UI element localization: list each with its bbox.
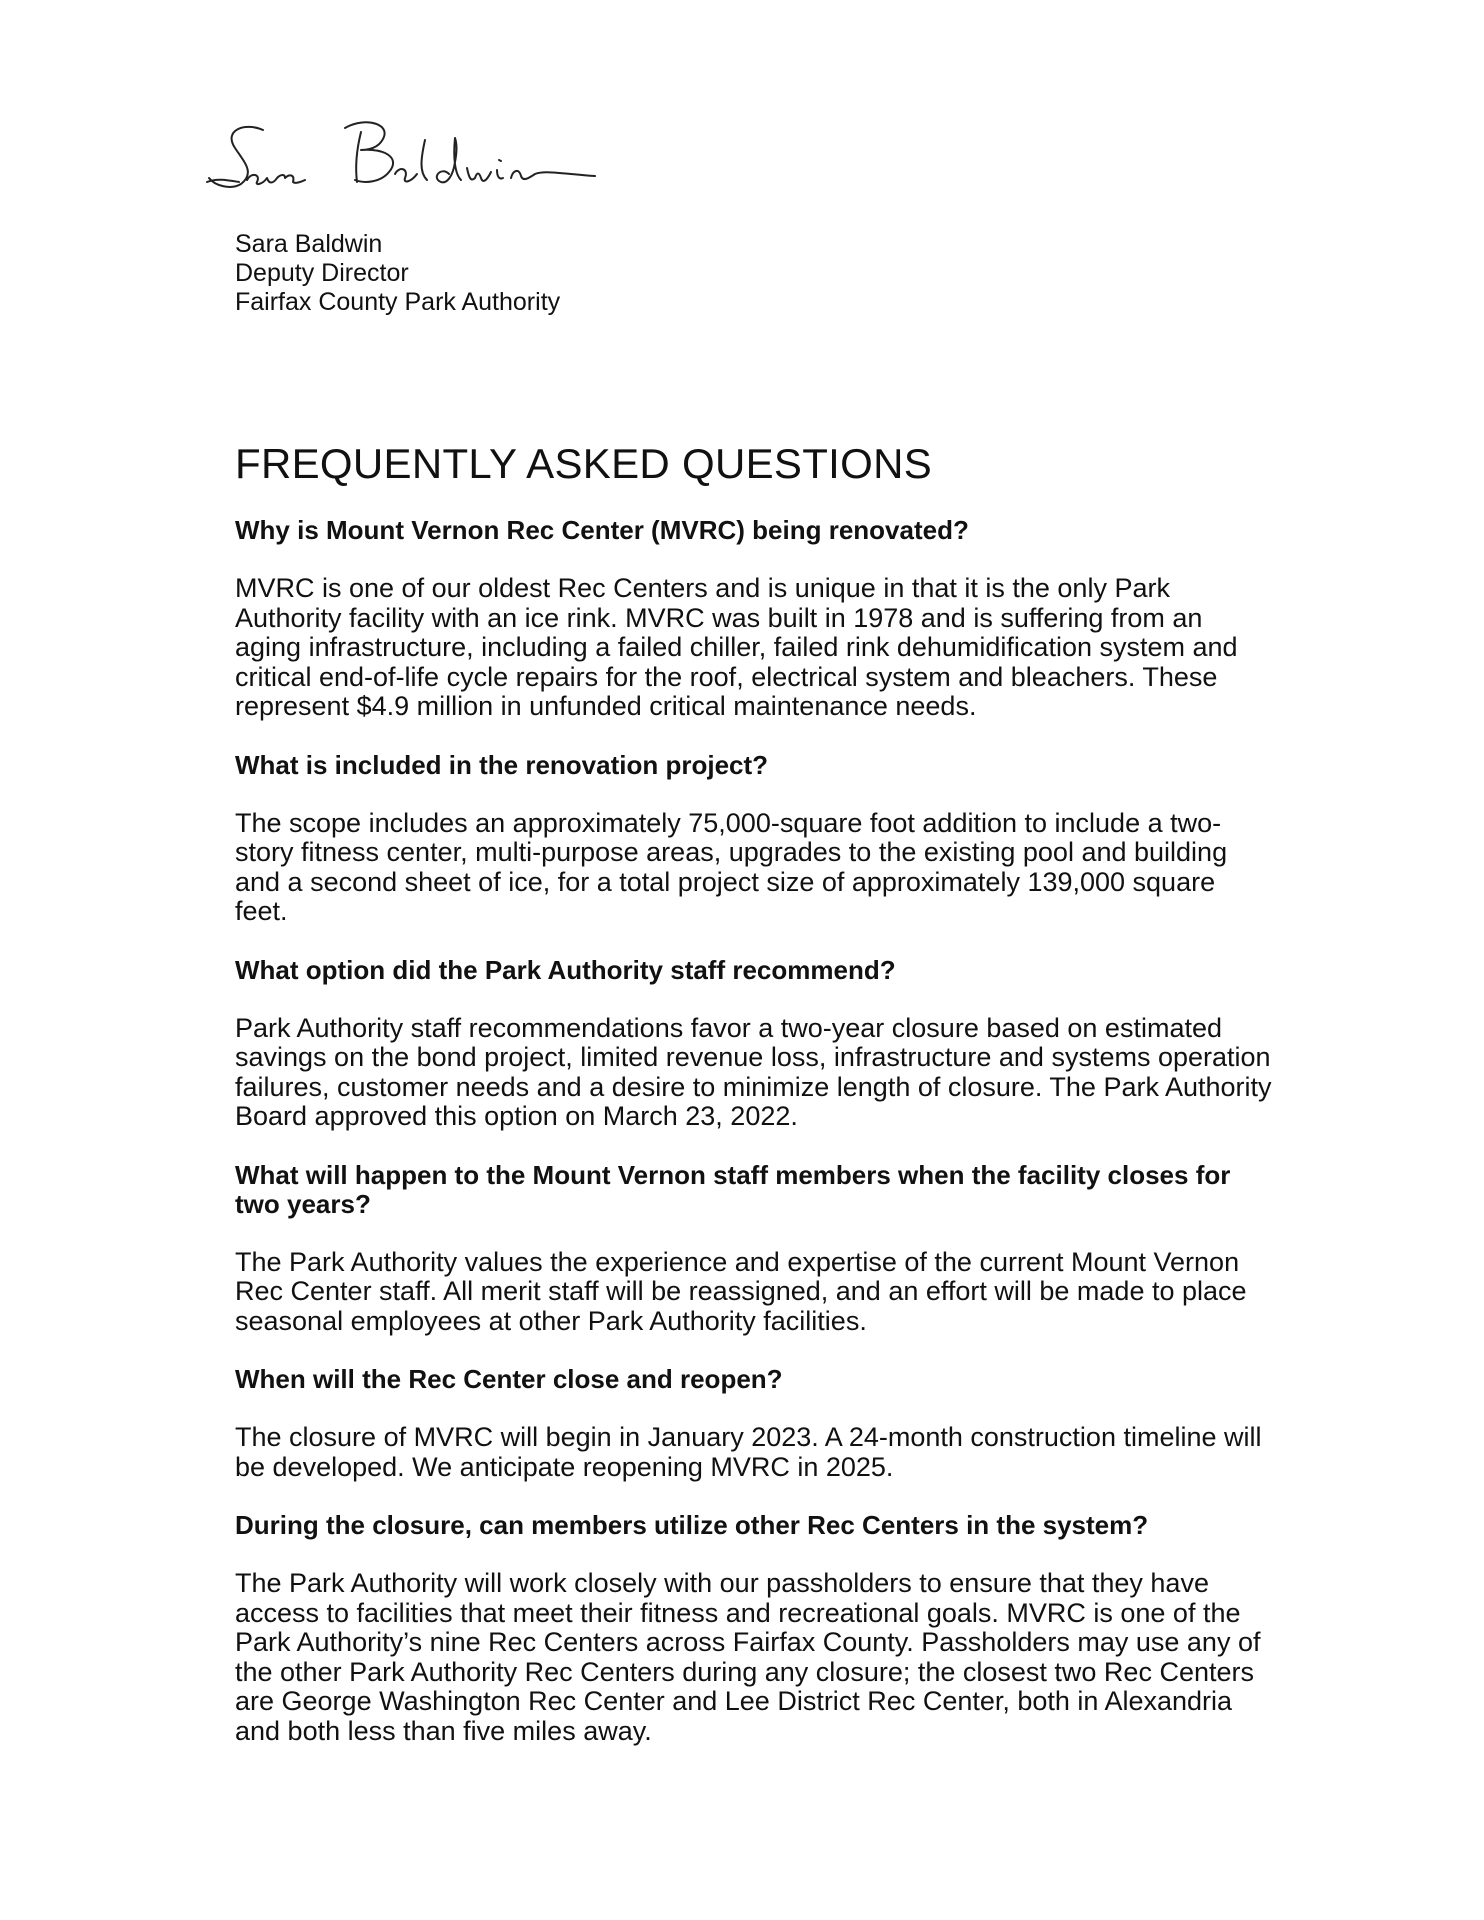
faq-item bbox=[235, 516, 1275, 722]
faq-question: What will happen to the Mount Vernon staff members when the facility closes for two years? bbox=[235, 1159, 1231, 1219]
faq-item bbox=[235, 1365, 1275, 1482]
faq-answer: MVRC is one of our oldest Rec Centers and is unique in that it is the only Park Authority facility with an ice rink. MVRC was built in 1978 and is suffering from an aging infrastructure, including a failed chiller, failed rink dehumidification system and critical end-of-life cycle repairs for the roof, electrical system and bleachers. These represent $4.9 million in unfunded critical maintenance needs. bbox=[235, 573, 1238, 721]
faq-question: What is included in the renovation project? bbox=[235, 749, 769, 780]
faq-section bbox=[235, 440, 1275, 1775]
faq-answer: The closure of MVRC will begin in January 2023. A 24-month construction timeline will be developed. We anticipate reopening MVRC in 2025. bbox=[235, 1422, 1262, 1482]
faq-item bbox=[235, 956, 1275, 1132]
handwritten-signature bbox=[205, 118, 605, 196]
faq-answer: The Park Authority will work closely with our passholders to ensure that they have access to facilities that meet their fitness and recreational goals. MVRC is one of the Park Authority’s nine Rec Centers across Fairfax County. Passholders may use any of the other Park Authority Rec Centers during any closure; the closest two Rec Centers are George Washington Rec Center and Lee District Rec Center, both in Alexandria and both less than five miles away. bbox=[235, 1568, 1261, 1746]
faq-question: When will the Rec Center close and reopen? bbox=[235, 1364, 783, 1394]
signer-block bbox=[235, 230, 560, 317]
faq-item bbox=[235, 1511, 1275, 1746]
faq-heading: FREQUENTLY ASKED QUESTIONS bbox=[235, 440, 933, 487]
faq-answer: Park Authority staff recommendations favor a two-year closure based on estimated savings on the bond project, limited revenue loss, infrastructure and systems operation failures, customer needs and a desire to minimize length of closure. The Park Authority Board approved this option on March 23, 2022. bbox=[235, 1012, 1272, 1131]
faq-question: Why is Mount Vernon Rec Center (MVRC) being renovated? bbox=[235, 515, 969, 545]
signer-name: Sara Baldwin bbox=[235, 230, 383, 258]
signer-organization: Fairfax County Park Authority bbox=[235, 288, 561, 316]
faq-item bbox=[235, 1161, 1275, 1337]
faq-question: What option did the Park Authority staff recommend? bbox=[235, 954, 896, 985]
signer-title: Deputy Director bbox=[235, 259, 409, 287]
faq-answer: The scope includes an approximately 75,000-square foot addition to include a two-story fitness center, multi-purpose areas, upgrades to the existing pool and building and a second sheet of ice, for a total project size of approximately 139,000 square feet. bbox=[235, 807, 1228, 926]
faq-answer: The Park Authority values the experience and expertise of the current Mount Vernon Rec Center staff. All merit staff will be reassigned, and an effort will be made to place seasonal employees at other Park Authority facilities. bbox=[235, 1246, 1247, 1336]
faq-question: During the closure, can members utilize other Rec Centers in the system? bbox=[235, 1510, 1149, 1540]
faq-item bbox=[235, 751, 1275, 927]
